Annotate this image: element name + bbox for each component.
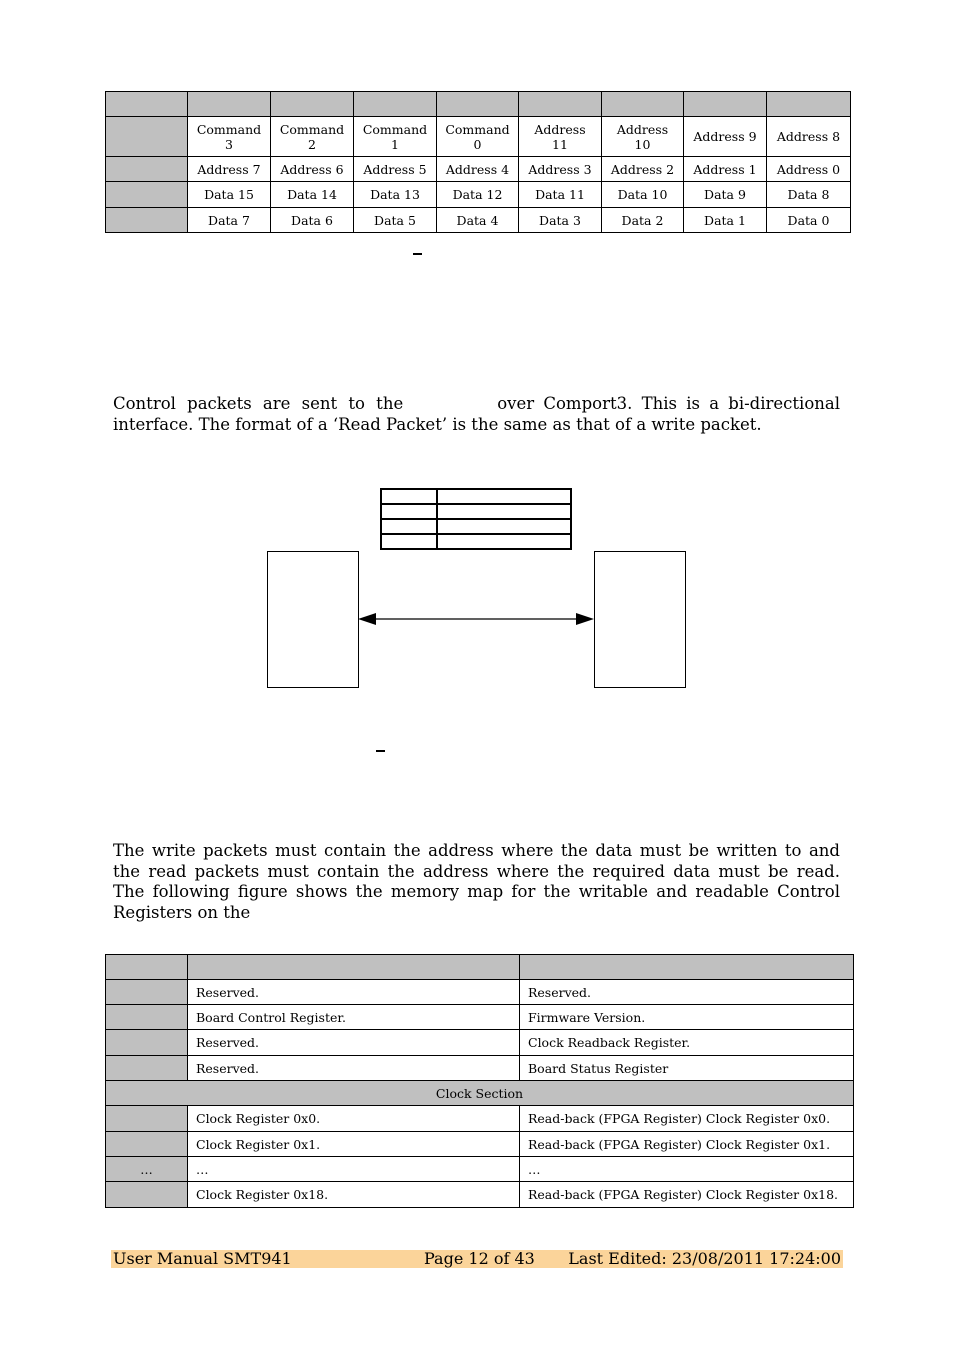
table-cell: Data 10 <box>602 182 684 208</box>
footer-last-edited: Last Edited: 23/08/2011 17:24:00 <box>568 1249 841 1268</box>
paragraph-line: Control packets are sent to the <box>113 394 404 413</box>
table-cell: Address 11 <box>519 117 602 157</box>
table-cell: Data 4 <box>437 208 519 233</box>
table-row <box>106 208 851 233</box>
write-register-cell: … <box>188 1157 520 1182</box>
table-cell: Data 2 <box>602 208 684 233</box>
row-label-cell <box>106 182 188 208</box>
header-cell <box>271 92 354 117</box>
table-cell: Data 11 <box>519 182 602 208</box>
write-register-cell: Reserved. <box>188 980 520 1005</box>
table-cell: Data 9 <box>684 182 767 208</box>
address-cell: … <box>106 1157 188 1182</box>
table-cell: Data 13 <box>354 182 437 208</box>
header-cell <box>520 955 854 980</box>
header-cell <box>354 92 437 117</box>
table-cell: Data 7 <box>188 208 271 233</box>
table-cell: Data 15 <box>188 182 271 208</box>
address-cell <box>106 1182 188 1208</box>
read-register-cell: Clock Readback Register. <box>520 1030 854 1056</box>
footer-manual-title: User Manual SMT941 <box>113 1249 292 1268</box>
table-cell: Address 5 <box>354 157 437 182</box>
paragraph-line: interface. The format of a ‘Read Packet’ is the same as that of a write packet. <box>113 415 762 434</box>
table-cell: Data 0 <box>767 208 851 233</box>
header-cell <box>519 92 602 117</box>
read-register-cell: Board Status Register <box>520 1056 854 1081</box>
table-cell: Command 3 <box>188 117 271 157</box>
paragraph-line: The following figure shows the memory map for the writable and readable Control <box>113 882 840 901</box>
table-cell: Data 5 <box>354 208 437 233</box>
write-register-cell: Board Control Register. <box>188 1005 520 1030</box>
memory-map-table <box>105 954 854 1208</box>
address-cell <box>106 1106 188 1132</box>
table-row <box>106 1157 854 1182</box>
table-row <box>106 1132 854 1157</box>
table-cell: Address 8 <box>767 117 851 157</box>
read-register-cell: … <box>520 1157 854 1182</box>
caption-dash <box>413 253 422 255</box>
table-cell: Data 1 <box>684 208 767 233</box>
table-row <box>106 182 851 208</box>
row-label-cell <box>106 117 188 157</box>
address-cell <box>106 1056 188 1081</box>
read-register-cell: Read-back (FPGA Register) Clock Register 0x18. <box>520 1182 854 1208</box>
section-row <box>106 1081 854 1106</box>
table-row <box>106 157 851 182</box>
clock-section-label: Clock Section <box>106 1081 854 1106</box>
header-cell <box>106 955 188 980</box>
page-footer <box>111 1250 843 1268</box>
packet-format-table <box>105 91 851 233</box>
table-cell: Address 6 <box>271 157 354 182</box>
table-cell: Address 10 <box>602 117 684 157</box>
row-label-cell <box>106 208 188 233</box>
header-cell <box>602 92 684 117</box>
table-row <box>106 1106 854 1132</box>
table-cell: Data 8 <box>767 182 851 208</box>
table-row <box>106 1005 854 1030</box>
table-cell: Data 3 <box>519 208 602 233</box>
table-cell: Data 12 <box>437 182 519 208</box>
read-register-cell: Read-back (FPGA Register) Clock Register 0x1. <box>520 1132 854 1157</box>
table-cell: Data 14 <box>271 182 354 208</box>
table-cell: Address 4 <box>437 157 519 182</box>
table-cell: Command 0 <box>437 117 519 157</box>
table-cell: Address 0 <box>767 157 851 182</box>
row-label-cell <box>106 157 188 182</box>
read-register-cell: Firmware Version. <box>520 1005 854 1030</box>
table-row <box>106 980 854 1005</box>
footer-page-number: Page 12 of 43 <box>424 1249 535 1268</box>
header-cell <box>188 92 271 117</box>
table-cell: Command 2 <box>271 117 354 157</box>
table-row <box>106 117 851 157</box>
header-cell <box>106 92 188 117</box>
table-cell: Address 7 <box>188 157 271 182</box>
memory-map-header-row <box>106 955 854 980</box>
table-row <box>106 1056 854 1081</box>
header-cell <box>437 92 519 117</box>
address-cell <box>106 1132 188 1157</box>
paragraph-line: The write packets must contain the address where the data must be written to and <box>113 841 840 860</box>
header-cell <box>188 955 520 980</box>
table-cell: Address 3 <box>519 157 602 182</box>
table-cell: Address 9 <box>684 117 767 157</box>
paragraph-memory-map <box>113 841 840 923</box>
bidirectional-arrow-icon <box>356 610 596 628</box>
paragraph-line: Registers on the <box>113 902 251 922</box>
address-cell <box>106 1005 188 1030</box>
read-register-cell: Read-back (FPGA Register) Clock Register 0x0. <box>520 1106 854 1132</box>
paragraph-line: over Comport3. This is a bi-directional <box>497 394 840 413</box>
right-device-box <box>594 551 686 688</box>
write-register-cell: Clock Register 0x0. <box>188 1106 520 1132</box>
left-device-box <box>267 551 359 688</box>
read-register-cell: Reserved. <box>520 980 854 1005</box>
write-register-cell: Clock Register 0x18. <box>188 1182 520 1208</box>
table-cell: Data 6 <box>271 208 354 233</box>
table-cell: Address 1 <box>684 157 767 182</box>
write-register-cell: Clock Register 0x1. <box>188 1132 520 1157</box>
header-cell <box>767 92 851 117</box>
table-cell: Address 2 <box>602 157 684 182</box>
header-cell <box>684 92 767 117</box>
write-register-cell: Reserved. <box>188 1056 520 1081</box>
paragraph-line: the read packets must contain the address where the required data must be read. <box>113 861 840 881</box>
table-row <box>106 1030 854 1056</box>
packet-mini-table <box>380 488 572 550</box>
caption-dash <box>376 750 385 752</box>
address-cell <box>106 980 188 1005</box>
table-row <box>106 1182 854 1208</box>
table-cell: Command 1 <box>354 117 437 157</box>
address-cell <box>106 1030 188 1056</box>
write-register-cell: Reserved. <box>188 1030 520 1056</box>
packet-table-header-row <box>106 92 851 117</box>
